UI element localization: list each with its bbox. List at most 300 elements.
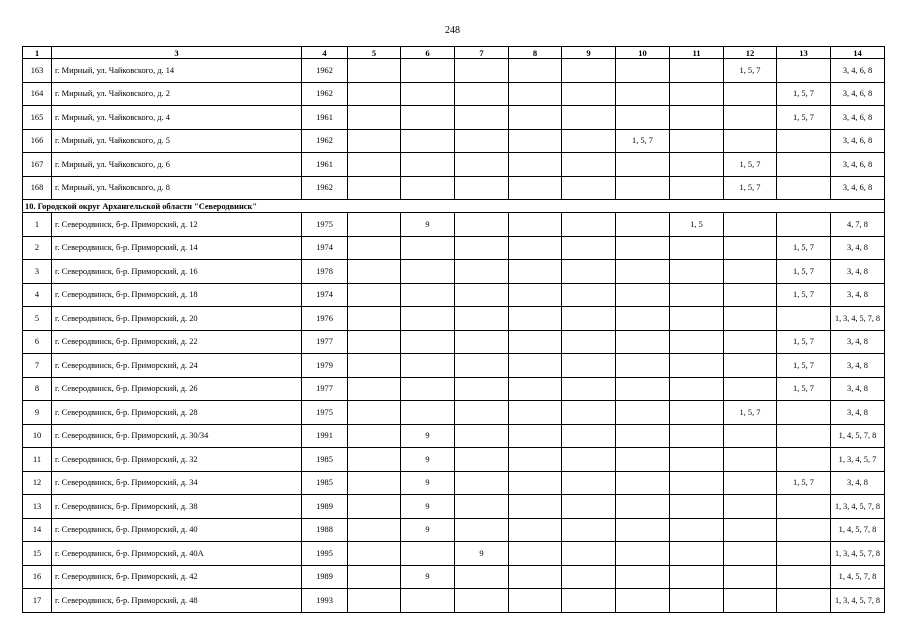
year-cell: 1993 (302, 589, 348, 613)
cell-c10 (616, 495, 670, 519)
row-number: 8 (23, 377, 52, 401)
table-row (23, 471, 885, 495)
cell-c10 (616, 260, 670, 284)
year-cell: 1995 (302, 542, 348, 566)
address-cell: г. Северодвинск, б-р. Приморский, д. 24 (52, 354, 302, 378)
cell-c6 (401, 153, 455, 177)
cell-c13: 1, 5, 7 (777, 260, 831, 284)
cell-c13 (777, 153, 831, 177)
cell-c10 (616, 153, 670, 177)
cell-c11 (670, 589, 724, 613)
table-row (23, 213, 885, 237)
cell-c12 (724, 307, 777, 331)
cell-c11 (670, 401, 724, 425)
cell-c5 (348, 307, 401, 331)
address-cell: г. Мирный, ул. Чайковского, д. 5 (52, 129, 302, 153)
address-cell: г. Северодвинск, б-р. Приморский, д. 38 (52, 495, 302, 519)
section-row (23, 200, 885, 213)
cell-c13 (777, 589, 831, 613)
year-cell: 1985 (302, 471, 348, 495)
address-cell: г. Северодвинск, б-р. Приморский, д. 40А (52, 542, 302, 566)
cell-c11 (670, 518, 724, 542)
cell-c7 (455, 106, 509, 130)
cell-c8 (509, 213, 562, 237)
row-number: 13 (23, 495, 52, 519)
cell-c12 (724, 565, 777, 589)
cell-c10 (616, 542, 670, 566)
cell-c14: 1, 3, 4, 5, 7, 8 (831, 495, 885, 519)
cell-c8 (509, 448, 562, 472)
year-cell: 1962 (302, 82, 348, 106)
cell-c5 (348, 236, 401, 260)
table-row (23, 377, 885, 401)
row-number: 168 (23, 176, 52, 200)
cell-c6: 9 (401, 471, 455, 495)
cell-c8 (509, 330, 562, 354)
cell-c13 (777, 129, 831, 153)
cell-c9 (562, 565, 616, 589)
cell-c6 (401, 129, 455, 153)
row-number: 163 (23, 59, 52, 83)
column-header-1: 1 (23, 47, 52, 59)
address-cell: г. Северодвинск, б-р. Приморский, д. 40 (52, 518, 302, 542)
cell-c6 (401, 589, 455, 613)
cell-c12 (724, 424, 777, 448)
cell-c11 (670, 307, 724, 331)
table-row (23, 283, 885, 307)
row-number: 10 (23, 424, 52, 448)
cell-c14: 3, 4, 6, 8 (831, 153, 885, 177)
year-cell: 1974 (302, 283, 348, 307)
cell-c6 (401, 330, 455, 354)
cell-c11 (670, 59, 724, 83)
cell-c8 (509, 307, 562, 331)
cell-c7 (455, 589, 509, 613)
cell-c14: 1, 3, 4, 5, 7, 8 (831, 542, 885, 566)
cell-c7 (455, 236, 509, 260)
cell-c6 (401, 260, 455, 284)
cell-c6 (401, 59, 455, 83)
cell-c14: 3, 4, 8 (831, 401, 885, 425)
cell-c5 (348, 471, 401, 495)
cell-c6: 9 (401, 213, 455, 237)
cell-c9 (562, 448, 616, 472)
cell-c6 (401, 401, 455, 425)
year-cell: 1979 (302, 354, 348, 378)
cell-c5 (348, 565, 401, 589)
table-body (23, 59, 885, 613)
cell-c11 (670, 176, 724, 200)
cell-c6: 9 (401, 448, 455, 472)
table-row (23, 401, 885, 425)
cell-c7 (455, 260, 509, 284)
table-row (23, 82, 885, 106)
address-cell: г. Северодвинск, б-р. Приморский, д. 26 (52, 377, 302, 401)
year-cell: 1962 (302, 59, 348, 83)
cell-c10 (616, 213, 670, 237)
table-row (23, 354, 885, 378)
cell-c9 (562, 518, 616, 542)
cell-c10 (616, 471, 670, 495)
row-number: 7 (23, 354, 52, 378)
cell-c8 (509, 59, 562, 83)
cell-c5 (348, 589, 401, 613)
table-row (23, 518, 885, 542)
address-cell: г. Северодвинск, б-р. Приморский, д. 20 (52, 307, 302, 331)
year-cell: 1961 (302, 153, 348, 177)
cell-c5 (348, 176, 401, 200)
cell-c5 (348, 129, 401, 153)
cell-c14: 3, 4, 8 (831, 260, 885, 284)
cell-c12: 1, 5, 7 (724, 153, 777, 177)
cell-c14: 3, 4, 6, 8 (831, 106, 885, 130)
cell-c7 (455, 129, 509, 153)
cell-c14: 3, 4, 8 (831, 283, 885, 307)
cell-c7 (455, 59, 509, 83)
cell-c13 (777, 448, 831, 472)
cell-c11 (670, 565, 724, 589)
address-cell: г. Мирный, ул. Чайковского, д. 8 (52, 176, 302, 200)
year-cell: 1989 (302, 495, 348, 519)
cell-c9 (562, 236, 616, 260)
cell-c10 (616, 589, 670, 613)
cell-c10 (616, 518, 670, 542)
cell-c11 (670, 283, 724, 307)
column-header-5: 5 (348, 47, 401, 59)
column-header-12: 12 (724, 47, 777, 59)
row-number: 11 (23, 448, 52, 472)
cell-c13 (777, 518, 831, 542)
cell-c7 (455, 213, 509, 237)
cell-c10 (616, 401, 670, 425)
cell-c10 (616, 82, 670, 106)
table-row (23, 106, 885, 130)
address-cell: г. Северодвинск, б-р. Приморский, д. 28 (52, 401, 302, 425)
address-cell: г. Мирный, ул. Чайковского, д. 6 (52, 153, 302, 177)
cell-c8 (509, 377, 562, 401)
year-cell: 1978 (302, 260, 348, 284)
address-cell: г. Мирный, ул. Чайковского, д. 14 (52, 59, 302, 83)
table-row (23, 129, 885, 153)
cell-c11 (670, 377, 724, 401)
cell-c5 (348, 82, 401, 106)
table-row (23, 565, 885, 589)
cell-c14: 3, 4, 6, 8 (831, 176, 885, 200)
cell-c13 (777, 495, 831, 519)
column-header-14: 14 (831, 47, 885, 59)
cell-c5 (348, 448, 401, 472)
cell-c12 (724, 518, 777, 542)
column-header-8: 8 (509, 47, 562, 59)
table-row (23, 330, 885, 354)
cell-c14: 1, 3, 4, 5, 7, 8 (831, 307, 885, 331)
cell-c13: 1, 5, 7 (777, 106, 831, 130)
cell-c7 (455, 354, 509, 378)
cell-c5 (348, 495, 401, 519)
year-cell: 1989 (302, 565, 348, 589)
cell-c13 (777, 424, 831, 448)
cell-c8 (509, 542, 562, 566)
year-cell: 1977 (302, 330, 348, 354)
cell-c8 (509, 495, 562, 519)
cell-c8 (509, 260, 562, 284)
cell-c13: 1, 5, 7 (777, 236, 831, 260)
column-header-9: 9 (562, 47, 616, 59)
year-cell: 1962 (302, 176, 348, 200)
cell-c6 (401, 307, 455, 331)
cell-c8 (509, 82, 562, 106)
cell-c14: 3, 4, 6, 8 (831, 129, 885, 153)
cell-c10 (616, 354, 670, 378)
cell-c10 (616, 176, 670, 200)
cell-c13: 1, 5, 7 (777, 471, 831, 495)
cell-c7 (455, 330, 509, 354)
address-cell: г. Северодвинск, б-р. Приморский, д. 34 (52, 471, 302, 495)
column-header-3: 3 (52, 47, 302, 59)
cell-c13: 1, 5, 7 (777, 82, 831, 106)
cell-c5 (348, 330, 401, 354)
row-number: 6 (23, 330, 52, 354)
cell-c9 (562, 354, 616, 378)
cell-c11: 1, 5 (670, 213, 724, 237)
cell-c13: 1, 5, 7 (777, 377, 831, 401)
year-cell: 1962 (302, 129, 348, 153)
cell-c10: 1, 5, 7 (616, 129, 670, 153)
cell-c9 (562, 401, 616, 425)
row-number: 5 (23, 307, 52, 331)
cell-c8 (509, 401, 562, 425)
cell-c12 (724, 589, 777, 613)
cell-c10 (616, 377, 670, 401)
address-cell: г. Северодвинск, б-р. Приморский, д. 18 (52, 283, 302, 307)
cell-c11 (670, 330, 724, 354)
cell-c14: 1, 3, 4, 5, 7, 8 (831, 589, 885, 613)
cell-c5 (348, 283, 401, 307)
cell-c9 (562, 153, 616, 177)
table-row (23, 495, 885, 519)
cell-c7 (455, 82, 509, 106)
cell-c14: 3, 4, 8 (831, 354, 885, 378)
cell-c14: 1, 4, 5, 7, 8 (831, 518, 885, 542)
table-row (23, 176, 885, 200)
cell-c10 (616, 448, 670, 472)
cell-c12: 1, 5, 7 (724, 176, 777, 200)
cell-c12 (724, 106, 777, 130)
table-row (23, 59, 885, 83)
cell-c12 (724, 377, 777, 401)
cell-c13 (777, 59, 831, 83)
cell-c7 (455, 153, 509, 177)
cell-c11 (670, 448, 724, 472)
cell-c11 (670, 354, 724, 378)
table-row (23, 307, 885, 331)
table-row (23, 260, 885, 284)
cell-c13 (777, 542, 831, 566)
column-header-6: 6 (401, 47, 455, 59)
cell-c8 (509, 153, 562, 177)
cell-c7 (455, 377, 509, 401)
column-header-10: 10 (616, 47, 670, 59)
cell-c12 (724, 236, 777, 260)
year-cell: 1991 (302, 424, 348, 448)
cell-c13: 1, 5, 7 (777, 330, 831, 354)
cell-c10 (616, 330, 670, 354)
table-row (23, 542, 885, 566)
cell-c8 (509, 176, 562, 200)
cell-c9 (562, 260, 616, 284)
cell-c9 (562, 82, 616, 106)
cell-c5 (348, 377, 401, 401)
cell-c6 (401, 82, 455, 106)
cell-c7 (455, 307, 509, 331)
table-row (23, 424, 885, 448)
row-number: 16 (23, 565, 52, 589)
cell-c7 (455, 471, 509, 495)
cell-c6 (401, 106, 455, 130)
cell-c9 (562, 283, 616, 307)
year-cell: 1974 (302, 236, 348, 260)
cell-c8 (509, 565, 562, 589)
cell-c6: 9 (401, 565, 455, 589)
cell-c6 (401, 354, 455, 378)
cell-c6: 9 (401, 518, 455, 542)
year-cell: 1975 (302, 213, 348, 237)
row-number: 166 (23, 129, 52, 153)
row-number: 9 (23, 401, 52, 425)
cell-c6 (401, 176, 455, 200)
table-row (23, 153, 885, 177)
row-number: 164 (23, 82, 52, 106)
cell-c9 (562, 495, 616, 519)
section-title: 10. Городской округ Архангельской области "Северодвинск" (23, 200, 885, 213)
cell-c12 (724, 471, 777, 495)
row-number: 165 (23, 106, 52, 130)
cell-c7 (455, 283, 509, 307)
cell-c9 (562, 213, 616, 237)
cell-c13 (777, 565, 831, 589)
cell-c12 (724, 495, 777, 519)
cell-c5 (348, 354, 401, 378)
cell-c11 (670, 495, 724, 519)
cell-c13: 1, 5, 7 (777, 283, 831, 307)
address-cell: г. Северодвинск, б-р. Приморский, д. 22 (52, 330, 302, 354)
cell-c8 (509, 354, 562, 378)
cell-c8 (509, 236, 562, 260)
cell-c13: 1, 5, 7 (777, 354, 831, 378)
cell-c11 (670, 129, 724, 153)
cell-c12: 1, 5, 7 (724, 401, 777, 425)
address-cell: г. Северодвинск, б-р. Приморский, д. 16 (52, 260, 302, 284)
cell-c8 (509, 283, 562, 307)
cell-c9 (562, 589, 616, 613)
cell-c14: 4, 7, 8 (831, 213, 885, 237)
cell-c12 (724, 213, 777, 237)
cell-c11 (670, 82, 724, 106)
cell-c8 (509, 518, 562, 542)
column-header-7: 7 (455, 47, 509, 59)
cell-c14: 3, 4, 8 (831, 377, 885, 401)
row-number: 15 (23, 542, 52, 566)
housing-table (22, 46, 885, 613)
cell-c13 (777, 176, 831, 200)
cell-c7 (455, 401, 509, 425)
column-header-4: 4 (302, 47, 348, 59)
address-cell: г. Мирный, ул. Чайковского, д. 2 (52, 82, 302, 106)
year-cell: 1985 (302, 448, 348, 472)
row-number: 4 (23, 283, 52, 307)
cell-c12 (724, 330, 777, 354)
cell-c5 (348, 401, 401, 425)
cell-c6 (401, 542, 455, 566)
address-cell: г. Северодвинск, б-р. Приморский, д. 42 (52, 565, 302, 589)
cell-c9 (562, 59, 616, 83)
cell-c6 (401, 283, 455, 307)
year-cell: 1976 (302, 307, 348, 331)
cell-c6: 9 (401, 424, 455, 448)
cell-c5 (348, 59, 401, 83)
year-cell: 1961 (302, 106, 348, 130)
address-cell: г. Северодвинск, б-р. Приморский, д. 48 (52, 589, 302, 613)
cell-c7 (455, 448, 509, 472)
cell-c9 (562, 106, 616, 130)
cell-c7: 9 (455, 542, 509, 566)
row-number: 3 (23, 260, 52, 284)
cell-c12 (724, 283, 777, 307)
cell-c12 (724, 82, 777, 106)
cell-c8 (509, 424, 562, 448)
cell-c7 (455, 424, 509, 448)
table-row (23, 589, 885, 613)
cell-c14: 3, 4, 8 (831, 236, 885, 260)
cell-c6: 9 (401, 495, 455, 519)
cell-c10 (616, 283, 670, 307)
cell-c11 (670, 153, 724, 177)
cell-c5 (348, 106, 401, 130)
cell-c7 (455, 518, 509, 542)
cell-c10 (616, 307, 670, 331)
cell-c8 (509, 106, 562, 130)
cell-c9 (562, 377, 616, 401)
cell-c7 (455, 565, 509, 589)
cell-c12 (724, 448, 777, 472)
row-number: 2 (23, 236, 52, 260)
address-cell: г. Северодвинск, б-р. Приморский, д. 14 (52, 236, 302, 260)
cell-c9 (562, 424, 616, 448)
cell-c5 (348, 424, 401, 448)
cell-c5 (348, 518, 401, 542)
row-number: 1 (23, 213, 52, 237)
year-cell: 1977 (302, 377, 348, 401)
column-header-13: 13 (777, 47, 831, 59)
cell-c11 (670, 260, 724, 284)
cell-c14: 1, 4, 5, 7, 8 (831, 424, 885, 448)
cell-c6 (401, 377, 455, 401)
cell-c8 (509, 589, 562, 613)
row-number: 17 (23, 589, 52, 613)
cell-c12 (724, 542, 777, 566)
cell-c12 (724, 129, 777, 153)
cell-c5 (348, 542, 401, 566)
cell-c13 (777, 307, 831, 331)
cell-c11 (670, 542, 724, 566)
year-cell: 1988 (302, 518, 348, 542)
address-cell: г. Мирный, ул. Чайковского, д. 4 (52, 106, 302, 130)
cell-c9 (562, 129, 616, 153)
cell-c14: 3, 4, 6, 8 (831, 59, 885, 83)
cell-c11 (670, 471, 724, 495)
cell-c7 (455, 176, 509, 200)
cell-c10 (616, 59, 670, 83)
